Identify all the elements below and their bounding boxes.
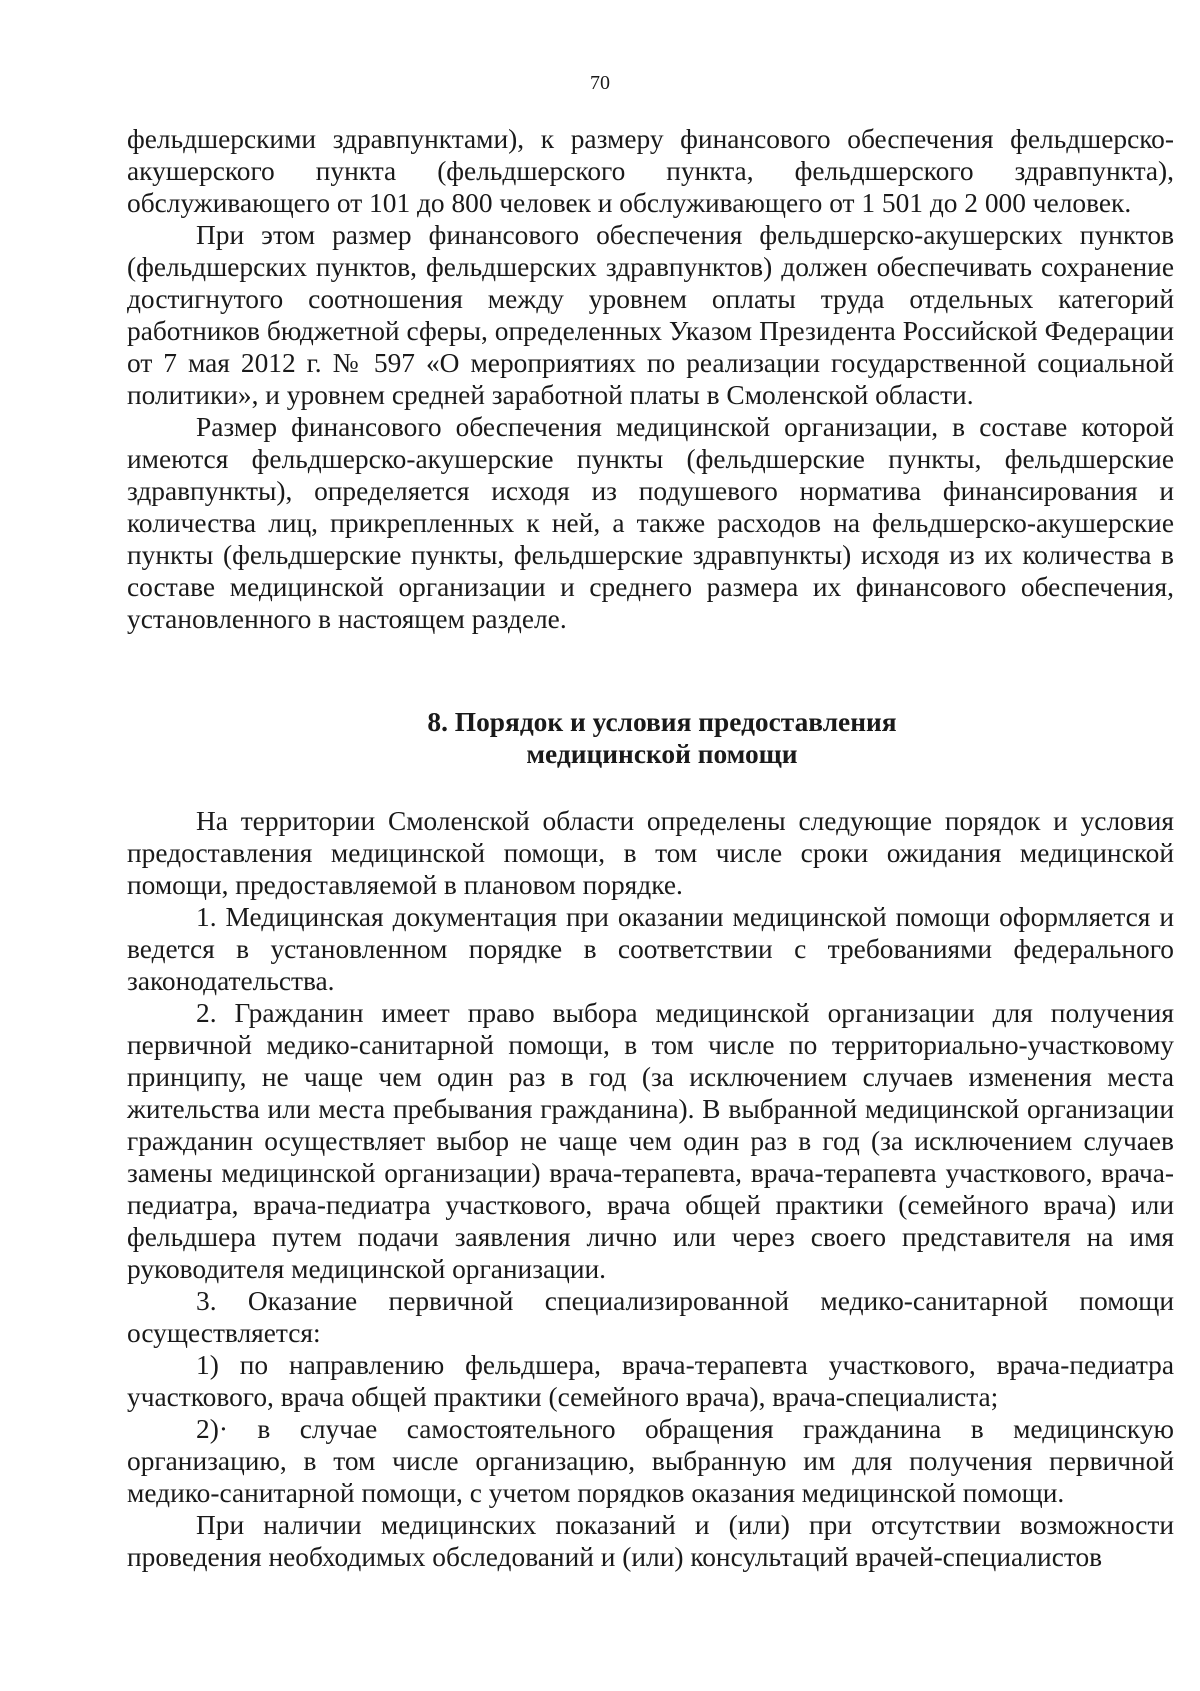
section-heading	[0, 706, 1200, 770]
section-heading-line-2: медицинской помощи	[526, 739, 798, 769]
section-financing-text	[127, 123, 1174, 635]
page-number: 70	[590, 72, 610, 94]
paragraph: фельдшерскими здравпунктами), к размеру финансового обеспечения фельдшерско-акушерского пункта (фельдшерского пункта, фельдшерского здравпункта), обслуживающего от 101 до 800 человек и обслуживающего от 1 501 до 2 000 человек.	[127, 124, 1174, 218]
paragraph: 2)· в случае самостоятельного обращения гражданина в медицинскую организацию, в том числе организацию, выбранную им для получения первичной медико-санитарной помощи, с учетом порядков оказания медицинской помощи.	[127, 1414, 1174, 1508]
paragraph: 1) по направлению фельдшера, врача-терапевта участкового, врача-педиатра участкового, врача общей практики (семейного врача), врача-специалиста;	[127, 1350, 1174, 1412]
section-medical-care-text	[127, 805, 1174, 1573]
paragraph: На территории Смоленской области определены следующие порядок и условия предоставления медицинской помощи, в том числе сроки ожидания медицинской помощи, предоставляемой в плановом порядке.	[127, 806, 1174, 900]
paragraph: 3. Оказание первичной специализированной медико-санитарной помощи осуществляется:	[127, 1286, 1174, 1348]
paragraph: Размер финансового обеспечения медицинской организации, в составе которой имеются фельдшерско-акушерские пункты (фельдшерские пункты, фельдшерские здравпункты), определяется исходя из подушевого норматива финансирования и количества лиц, прикрепленных к ней, а также расходов на фельдшерско-акушерские пункты (фельдшерские пункты, фельдшерские здравпункты) исходя из их количества в составе медицинской организации и среднего размера их финансового обеспечения, установленного в настоящем разделе.	[127, 412, 1174, 634]
paragraph: При наличии медицинских показаний и (или) при отсутствии возможности проведения необходимых обследований и (или) консультаций врачей-специалистов	[127, 1510, 1174, 1572]
paragraph: При этом размер финансового обеспечения фельдшерско-акушерских пунктов (фельдшерских пунктов, фельдшерских здравпунктов) должен обеспечивать сохранение достигнутого соотношения между уровнем оплаты труда отдельных категорий работников бюджетной сферы, определенных Указом Президента Российской Федерации от 7 мая 2012 г. № 597 «О мероприятиях по реализации государственной социальной политики», и уровнем средней заработной платы в Смоленской области.	[127, 220, 1174, 410]
section-heading-line-1: 8. Порядок и условия предоставления	[427, 707, 897, 737]
paragraph: 1. Медицинская документация при оказании медицинской помощи оформляется и ведется в установленном порядке в соответствии с требованиями федерального законодательства.	[127, 902, 1174, 996]
paragraph: 2. Гражданин имеет право выбора медицинской организации для получения первичной медико-санитарной помощи, в том числе по территориально-участковому принципу, не чаще чем один раз в год (за исключением случаев изменения места жительства или места пребывания гражданина). В выбранной медицинской организации гражданин осуществляет выбор не чаще чем один раз в год (за исключением случаев замены медицинской организации) врача-терапевта, врача-терапевта участкового, врача-педиатра, врача-педиатра участкового, врача общей практики (семейного врача) или фельдшера путем подачи заявления лично или через своего представителя на имя руководителя медицинской организации.	[127, 998, 1174, 1284]
